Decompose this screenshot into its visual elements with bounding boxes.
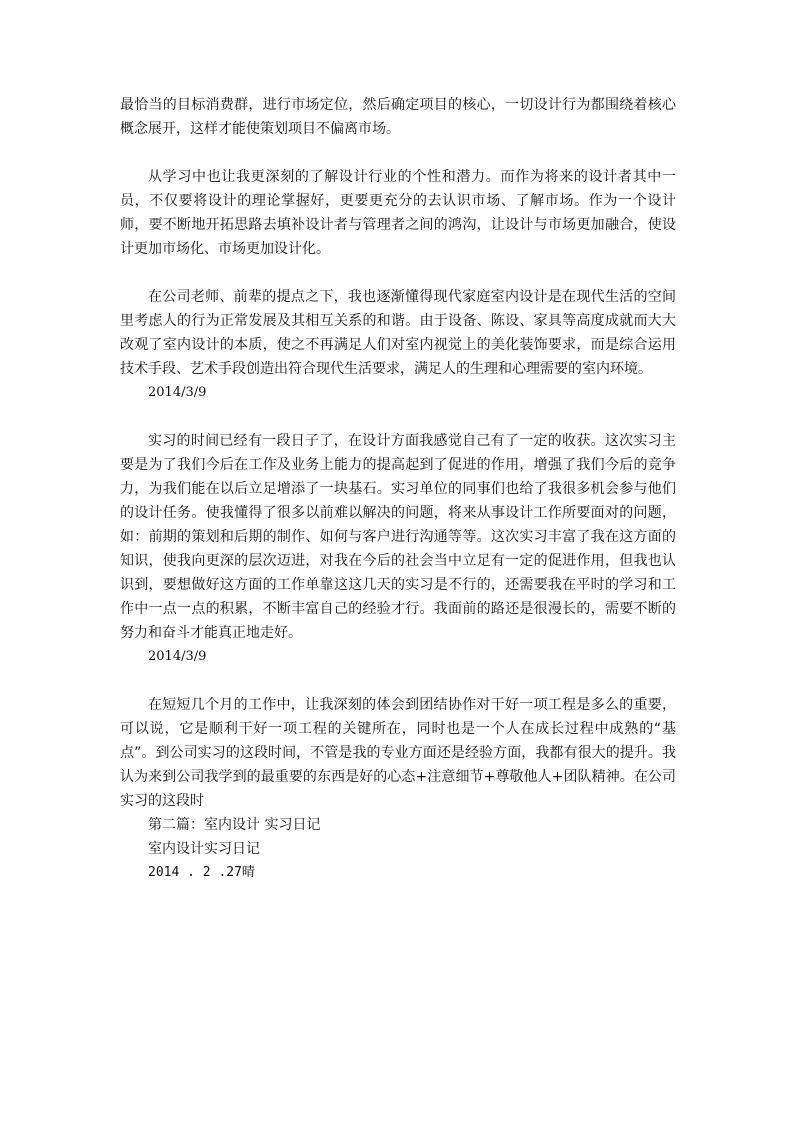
date-line-1: 2014/3/9 (148, 385, 207, 400)
section-heading: 第二篇：室内设计 实习日记 (148, 817, 321, 833)
diary-title: 室内设计实习日记 (148, 841, 260, 857)
paragraph-continued: 最恰当的目标消费群，进行市场定位，然后确定项目的核心，一切设计行为都围绕着核心概念展开，这样才能使策划项目不偏离市场。 (120, 97, 676, 137)
paragraph-guidance: 在公司老师、前辈的提点之下，我也逐渐懂得现代家庭室内设计是在现代生活的空间里考虑人的行为正常发展及其相互关系的和谐。由于设备、陈设、家具等高度成就而大大改观了室内设计的本质，使之不再满足人们对室内视觉上的美化装饰要求，而是综合运用技术手段、艺术手段创造出符合现代生活要求，满足人的生理和心理需要的室内环境。 (120, 289, 676, 377)
paragraph-learning: 从学习中也让我更深刻的了解设计行业的个性和潜力。而作为将来的设计者其中一员，不仅要将设计的理论掌握好，更要更充分的去认识市场、了解市场。作为一个设计师，要不断地开拓思路去填补设计者与管理者之间的鸿沟，让设计与市场更加融合，使设计更加市场化、市场更加设计化。 (120, 169, 676, 257)
paragraph-internship-time: 实习的时间已经有一段日子了，在设计方面我感觉自己有了一定的收获。这次实习主要是为了我们今后在工作及业务上能力的提高起到了促进的作用，增强了我们今后的竞争力，为我们能在以后立足增添了一块基石。实习单位的同事们也给了我很多机会参与他们的设计任务。使我懂得了很多以前难以解决的问题，将来从事设计工作所要面对的问题，如：前期的策划和后期的制作、如何与客户进行沟通等等。这次实习丰富了我在这方面的知识，使我向更深的层次迈进，对我在今后的社会当中立足有一定的促进作用，但我也认识到，要想做好这方面的工作单靠这这几天的实习是不行的，还需要我在平时的学习和工作中一点一点的积累，不断丰富自己的经验才行。我面前的路还是很漫长的，需要不断的努力和奋斗才能真正地走好。 (120, 433, 676, 641)
date-line-2: 2014/3/9 (148, 649, 207, 664)
document-body (120, 93, 676, 885)
paragraph-teamwork: 在短短几个月的工作中，让我深刻的体会到团结协作对干好一项工程是多么的重要，可以说，它是顺利干好一项工程的关键所在，同时也是一个人在成长过程中成熟的“基点”。到公司实习的这段时间，不管是我的专业方面还是经验方面，我都有很大的提升。我认为来到公司我学到的最重要的东西是好的心态+注意细节+尊敬他人+团队精神。在公司实习的这段时 (120, 697, 676, 809)
diary-date-weather: 2014 . 2 .27晴 (148, 865, 255, 880)
